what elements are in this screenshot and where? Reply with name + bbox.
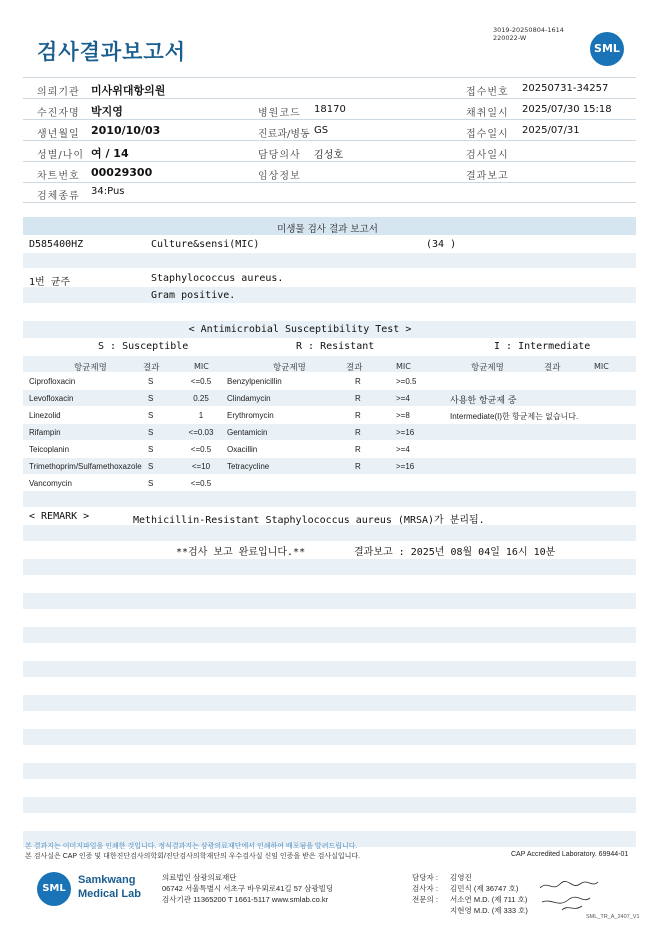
label-accession-number: 접수번호 <box>466 87 509 98</box>
ast-result: S <box>148 394 154 403</box>
form-code: SML_TR_A_2407_V1 <box>586 914 640 920</box>
ast-result: S <box>148 411 154 420</box>
divider <box>23 182 636 183</box>
divider <box>23 202 636 203</box>
ast-agent: Tetracycline <box>227 462 270 471</box>
document-id-line2: 220022-W <box>493 34 527 42</box>
col-mic-header: MIC <box>396 362 411 371</box>
ast-agent: Linezolid <box>29 411 61 420</box>
value-received-datetime: 2025/07/31 <box>522 125 580 136</box>
label-result-report: 결과보고 <box>466 171 509 182</box>
ast-mic: <=0.5 <box>190 377 212 386</box>
stripe <box>23 559 636 575</box>
footer-registration: 검사기관 11365200 T 1661-5117 www.smlab.co.kr <box>162 895 329 904</box>
ast-agent: Trimethoprim/Sulfamethoxazole <box>29 462 142 471</box>
ast-mic: >=8 <box>396 411 410 420</box>
ast-result: R <box>355 462 361 471</box>
legend-resistant: R : Resistant <box>296 341 375 352</box>
legend-susceptible: S : Susceptible <box>98 341 189 352</box>
staff-name: 김민식 (제 36747 호) <box>450 884 519 893</box>
value-birthdate: 2010/10/03 <box>91 124 161 137</box>
isolate-label: 1번 균주 <box>29 277 71 288</box>
test-name: Culture&sensi(MIC) <box>151 239 260 250</box>
label-sex-age: 성별/나이 <box>37 150 85 161</box>
col-agent-header: 항균제명 <box>273 363 306 373</box>
ast-mic: <=0.5 <box>190 479 212 488</box>
ast-title: < Antimicrobial Susceptibility Test > <box>188 324 412 335</box>
test-number: (34 ) <box>426 239 457 250</box>
divider <box>23 140 636 141</box>
ast-result: S <box>148 462 154 471</box>
footer-notice-accreditation: 본 검사실은 CAP 인증 및 대한진단검사의학회/진단검사의학재단의 우수검사실 신임 인증을 받은 검사실입니다. <box>25 853 361 860</box>
sml-footer-logo: SML <box>37 872 71 906</box>
stripe <box>23 627 636 643</box>
divider <box>23 98 636 99</box>
value-chart-number: 00029300 <box>91 166 153 179</box>
ast-agent: Teicoplanin <box>29 445 70 454</box>
stripe <box>23 390 636 406</box>
label-clinical-info: 임상정보 <box>258 171 301 182</box>
document-id <box>493 26 564 42</box>
ast-result: R <box>355 377 361 386</box>
value-patient-name: 박지영 <box>91 105 123 118</box>
divider <box>23 161 636 162</box>
section-title: 미생물 검사 결과 보고서 <box>277 224 378 235</box>
stripe <box>23 593 636 609</box>
test-code: D585400HZ <box>29 239 84 250</box>
value-department: GS <box>314 125 329 136</box>
ast-mic: >=16 <box>396 462 415 471</box>
cap-accreditation: CAP Accredited Laboratory. 69944-01 <box>511 851 629 858</box>
value-sex-age: 여 / 14 <box>91 147 129 160</box>
value-specimen-type: 34:Pus <box>91 186 125 197</box>
label-collection-datetime: 채취일시 <box>466 108 509 119</box>
stripe <box>23 729 636 745</box>
result-report-datetime: 결과보고 : 2025년 08월 04일 16시 10분 <box>354 547 556 558</box>
value-hospital-code: 18170 <box>314 104 346 115</box>
staff-name: 지현영 M.D. (제 333 호) <box>450 906 528 915</box>
ast-result: S <box>148 428 154 437</box>
ast-agent: Gentamicin <box>227 428 268 437</box>
divider <box>23 77 636 78</box>
staff-name: 김영진 <box>450 873 472 882</box>
staff-role: 전문의 : <box>412 895 438 904</box>
ast-result: R <box>355 394 361 403</box>
ast-mic: <=0.5 <box>190 445 212 454</box>
label-birthdate: 생년월일 <box>37 129 80 140</box>
ast-agent: Benzylpenicillin <box>227 377 282 386</box>
intermediate-note-line1: 사용한 항균제 중 <box>450 396 517 406</box>
stripe <box>23 661 636 677</box>
report-complete-message: **검사 보고 완료입니다.** <box>176 547 306 558</box>
ast-agent: Ciprofloxacin <box>29 377 76 386</box>
intermediate-note-line2: Intermediate(I)한 항균제는 없습니다. <box>450 412 579 421</box>
ast-agent: Clindamycin <box>227 394 271 403</box>
stripe <box>23 695 636 711</box>
label-hospital-code: 병원코드 <box>258 108 301 119</box>
label-received-datetime: 접수일시 <box>466 129 509 140</box>
stripe <box>23 253 636 268</box>
sml-logo: SML <box>590 32 624 66</box>
ast-mic: >=4 <box>396 445 410 454</box>
stripe <box>23 525 636 541</box>
col-result-header: 결과 <box>346 363 363 373</box>
value-physician: 김성호 <box>314 150 343 161</box>
col-result-header: 결과 <box>143 363 160 373</box>
ast-agent: Erythromycin <box>227 411 274 420</box>
ast-agent: Levofloxacin <box>29 394 74 403</box>
ast-result: S <box>148 479 154 488</box>
remark-label: < REMARK > <box>29 511 90 522</box>
label-specimen-type: 검체종류 <box>37 191 80 202</box>
ast-mic: 1 <box>198 411 204 420</box>
document-id-line1: 3019-20250804-1614 <box>493 26 564 34</box>
value-collection-datetime: 2025/07/30 15:18 <box>522 104 612 115</box>
label-patient-name: 수진자명 <box>37 108 80 119</box>
signatures <box>538 878 618 912</box>
brand-name-line1: Samkwang <box>78 874 136 886</box>
col-agent-header: 항균제명 <box>471 363 504 373</box>
ast-agent: Oxacillin <box>227 445 258 454</box>
ast-result: S <box>148 445 154 454</box>
staff-name: 서소연 M.D. (제 711 호) <box>450 895 528 904</box>
label-requesting-org: 의뢰기관 <box>37 87 80 98</box>
stripe <box>23 763 636 779</box>
ast-agent: Vancomycin <box>29 479 72 488</box>
brand-name-line2: Medical Lab <box>78 888 141 900</box>
remark-text: Methicillin-Resistant Staphylococcus aureus (MRSA)가 분리됨. <box>133 515 485 526</box>
ast-result: R <box>355 445 361 454</box>
col-agent-header: 항균제명 <box>74 363 107 373</box>
ast-result: R <box>355 411 361 420</box>
stripe <box>23 287 636 303</box>
value-accession-number: 20250731-34257 <box>522 83 609 94</box>
ast-mic: >=0.5 <box>396 377 417 386</box>
label-physician: 담당의사 <box>258 150 301 161</box>
ast-mic: <=0.03 <box>188 428 214 437</box>
stripe <box>23 424 636 440</box>
ast-mic: <=10 <box>191 462 211 471</box>
footer-org: 의료법인 삼광의료재단 <box>162 873 237 882</box>
stripe <box>23 491 636 507</box>
ast-result: R <box>355 428 361 437</box>
ast-agent: Rifampin <box>29 428 61 437</box>
divider <box>23 119 636 120</box>
organism-name: Staphylococcus aureus. <box>151 273 284 284</box>
ast-mic: >=4 <box>396 394 410 403</box>
staff-role: 담당자 : <box>412 873 438 882</box>
ast-mic: 0.25 <box>193 394 209 403</box>
col-mic-header: MIC <box>194 362 209 371</box>
staff-role: 검사자 : <box>412 884 438 893</box>
col-result-header: 결과 <box>544 363 561 373</box>
ast-mic: >=16 <box>396 428 415 437</box>
col-mic-header: MIC <box>594 362 609 371</box>
legend-intermediate: I : Intermediate <box>494 341 591 352</box>
value-requesting-org: 미사위대항의원 <box>91 84 166 97</box>
label-test-datetime: 검사일시 <box>466 150 509 161</box>
footer-notice-print: 본 결과지는 이미지파일을 인쇄한 것입니다. 정식결과지는 삼광의료재단에서 인쇄하여 배포됨을 알려드립니다. <box>25 843 358 850</box>
stripe <box>23 797 636 813</box>
label-chart-number: 차트번호 <box>37 171 80 182</box>
label-department: 진료과/병동 <box>258 129 310 140</box>
ast-result: S <box>148 377 154 386</box>
footer-address: 06742 서울특별시 서초구 바우뫼로41길 57 삼광빌딩 <box>162 884 334 893</box>
page-title: 검사결과보고서 <box>37 40 187 64</box>
gram-stain: Gram positive. <box>151 290 236 301</box>
